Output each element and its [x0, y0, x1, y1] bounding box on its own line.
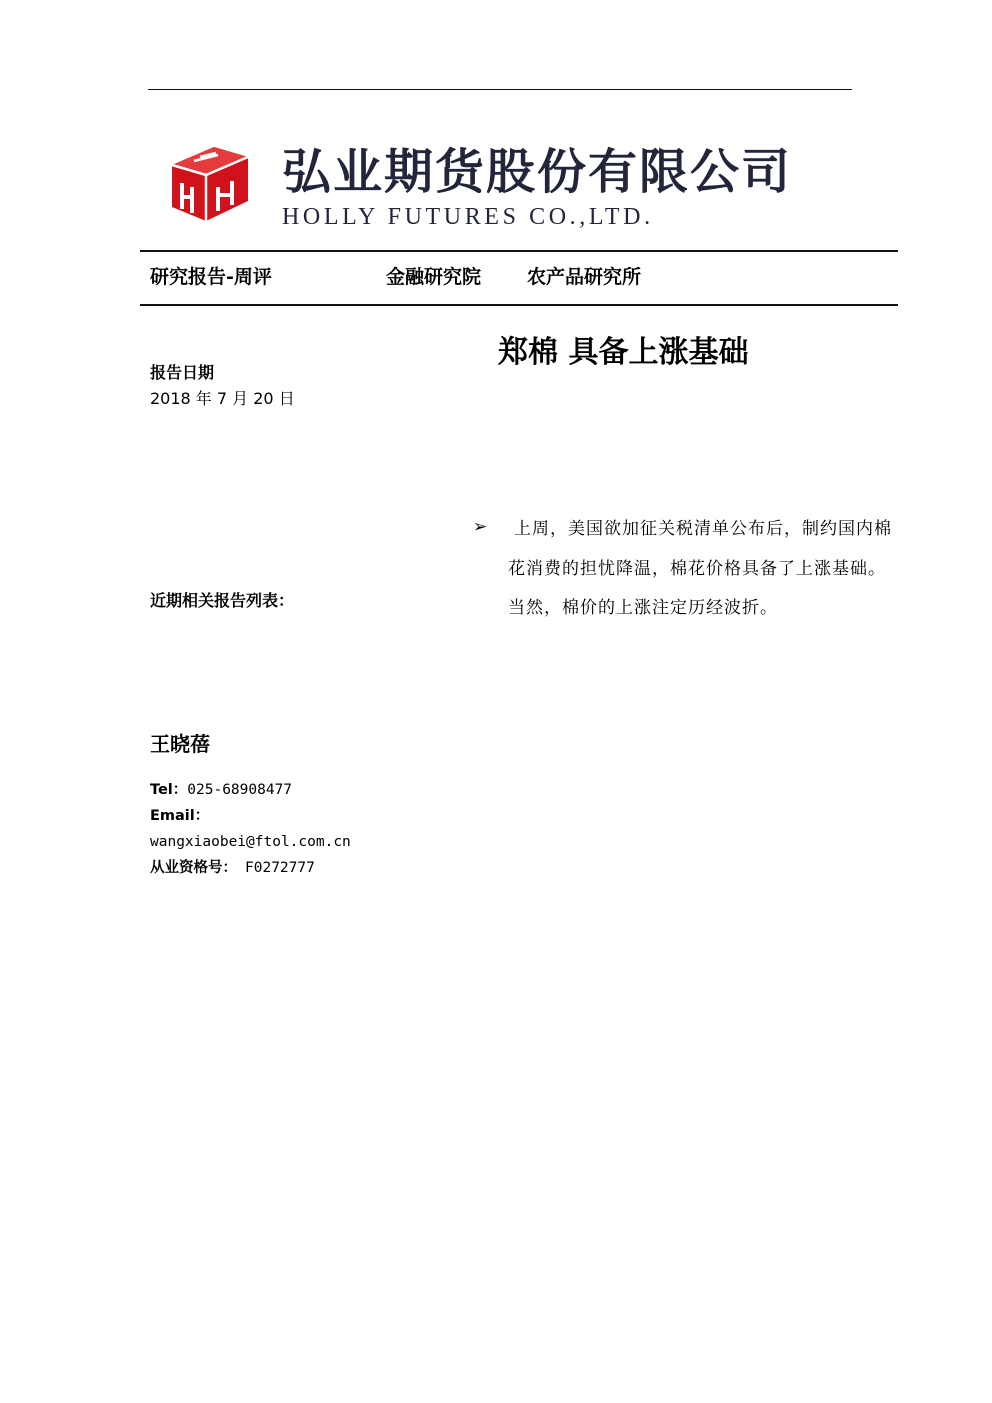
arrow-bullet-icon: ➢	[473, 517, 488, 537]
tel-label: Tel：	[150, 782, 188, 798]
summary-line: 花消费的担忧降温，棉花价格具备了上涨基础。	[508, 558, 886, 579]
header-band-bottom-rule	[140, 304, 898, 306]
company-name-english: HOLLY FUTURES CO.,LTD.	[282, 204, 654, 230]
email-label: Email：	[150, 808, 210, 824]
report-title: 郑棉 具备上涨基础	[498, 335, 749, 370]
company-name-chinese: 弘业期货股份有限公司	[282, 144, 793, 200]
related-reports-label: 近期相关报告列表：	[150, 591, 295, 610]
summary-line: 当然，棉价的上涨注定历经波折。	[508, 598, 778, 618]
license-value: F0272777	[245, 860, 315, 876]
top-rule	[148, 89, 852, 90]
license-label: 从业资格号：	[150, 860, 237, 876]
tel-value: 025-68908477	[187, 782, 293, 798]
department-finance: 金融研究院	[386, 266, 482, 288]
tel-row	[150, 780, 292, 800]
email-row	[150, 806, 209, 826]
author-name: 王晓蓓	[150, 732, 210, 756]
report-date-value: 2018 年 7 月 20 日	[150, 389, 295, 408]
department-agriculture: 农产品研究所	[527, 266, 642, 288]
summary-line: 上周，美国欲加征关税清单公布后，制约国内棉	[514, 519, 892, 539]
license-row	[150, 858, 315, 878]
summary-paragraph	[508, 510, 938, 629]
header-band-top-rule	[140, 250, 898, 252]
report-date-label: 报告日期	[150, 363, 215, 382]
report-type: 研究报告-周评	[150, 266, 272, 288]
email-value[interactable]: wangxiaobei@ftol.com.cn	[150, 834, 351, 850]
company-logo-icon	[170, 143, 250, 223]
